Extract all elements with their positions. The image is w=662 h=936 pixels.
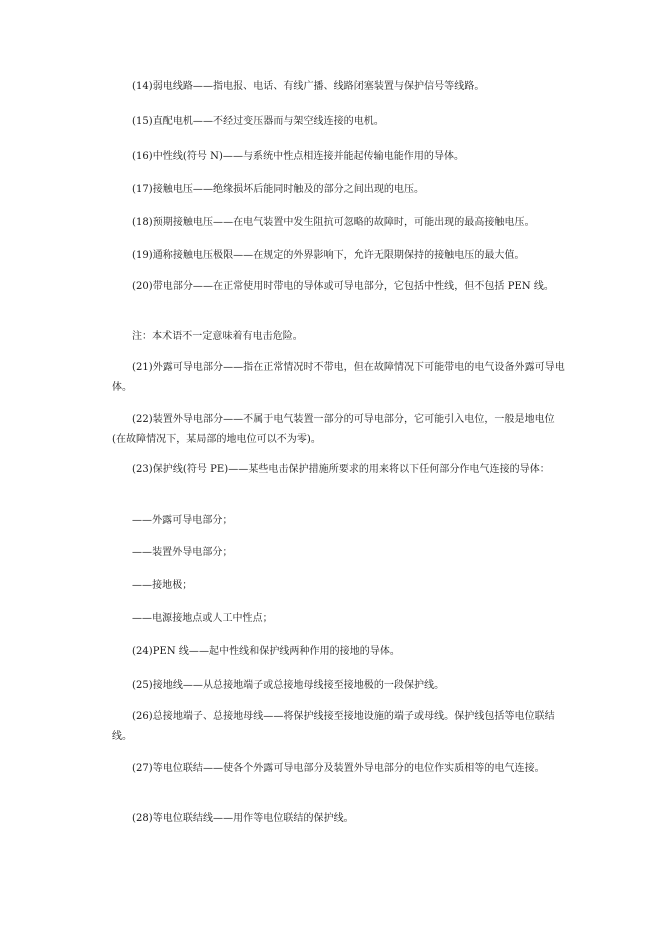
definition-24: (24)PEN 线——起中性线和保护线两种作用的接地的导体。 [132, 646, 400, 657]
definition-15: (15)直配电机——不经过变压器而与架空线连接的电机。 [132, 116, 384, 127]
definition-22: (22)装置外导电部分——不属于电气装置一部分的可导电部分，它可能引入电位，一般是地电位(在故障情况下，某局部的地电位可以不为零)。 [112, 414, 555, 445]
dash-item-1: ——外露可导电部分； [132, 515, 233, 526]
definition-14: (14)弱电线路——指电报、电话、有线广播、线路闭塞装置与保护信号等线路。 [132, 81, 485, 92]
definition-20: (20)带电部分——在正常使用时带电的导体或可导电部分，它包括中性线，但不包括 PEN 线。 [132, 281, 554, 292]
dash-item-2: ——装置外导电部分； [132, 547, 233, 558]
note-text: 注：本术语不一定意味着有电击危险。 [132, 331, 303, 342]
definition-18: (18)预期接触电压——在电气装置中发生阻抗可忽略的故障时，可能出现的最高接触电压。 [132, 217, 535, 228]
definition-25: (25)接地线——从总接地端子或总接地母线接至接地极的一段保护线。 [132, 680, 445, 691]
definition-28: (28)等电位联结线——用作等电位联结的保护线。 [132, 813, 354, 824]
dash-item-3: ——接地极； [132, 580, 193, 591]
definition-16: (16)中性线(符号 N)——与系统中性点相连接并能起传输电能作用的导体。 [132, 151, 465, 162]
definition-23: (23)保护线(符号 PE)——某些电击保护措施所要求的用来将以下任何部分作电气连接的导体： [132, 464, 550, 475]
definition-27: (27)等电位联结——使各个外露可导电部分及装置外导电部分的电位作实质相等的电气连接。 [132, 763, 545, 774]
definition-21: (21)外露可导电部分——指在正常情况时不带电，但在故障情况下可能带电的电气设备外露可导电体。 [112, 362, 565, 393]
dash-item-4: ——电源接地点或人工中性点； [132, 613, 273, 624]
definition-26: (26)总接地端子、总接地母线——将保护线接至接地设施的端子或母线。保护线包括等电位联结线。 [112, 711, 555, 742]
definition-17: (17)接触电压——绝缘损坏后能同时触及的部分之间出现的电压。 [132, 184, 425, 195]
definition-19: (19)通称接触电压极限——在规定的外界影响下，允许无限期保持的接触电压的最大值。 [132, 250, 525, 261]
